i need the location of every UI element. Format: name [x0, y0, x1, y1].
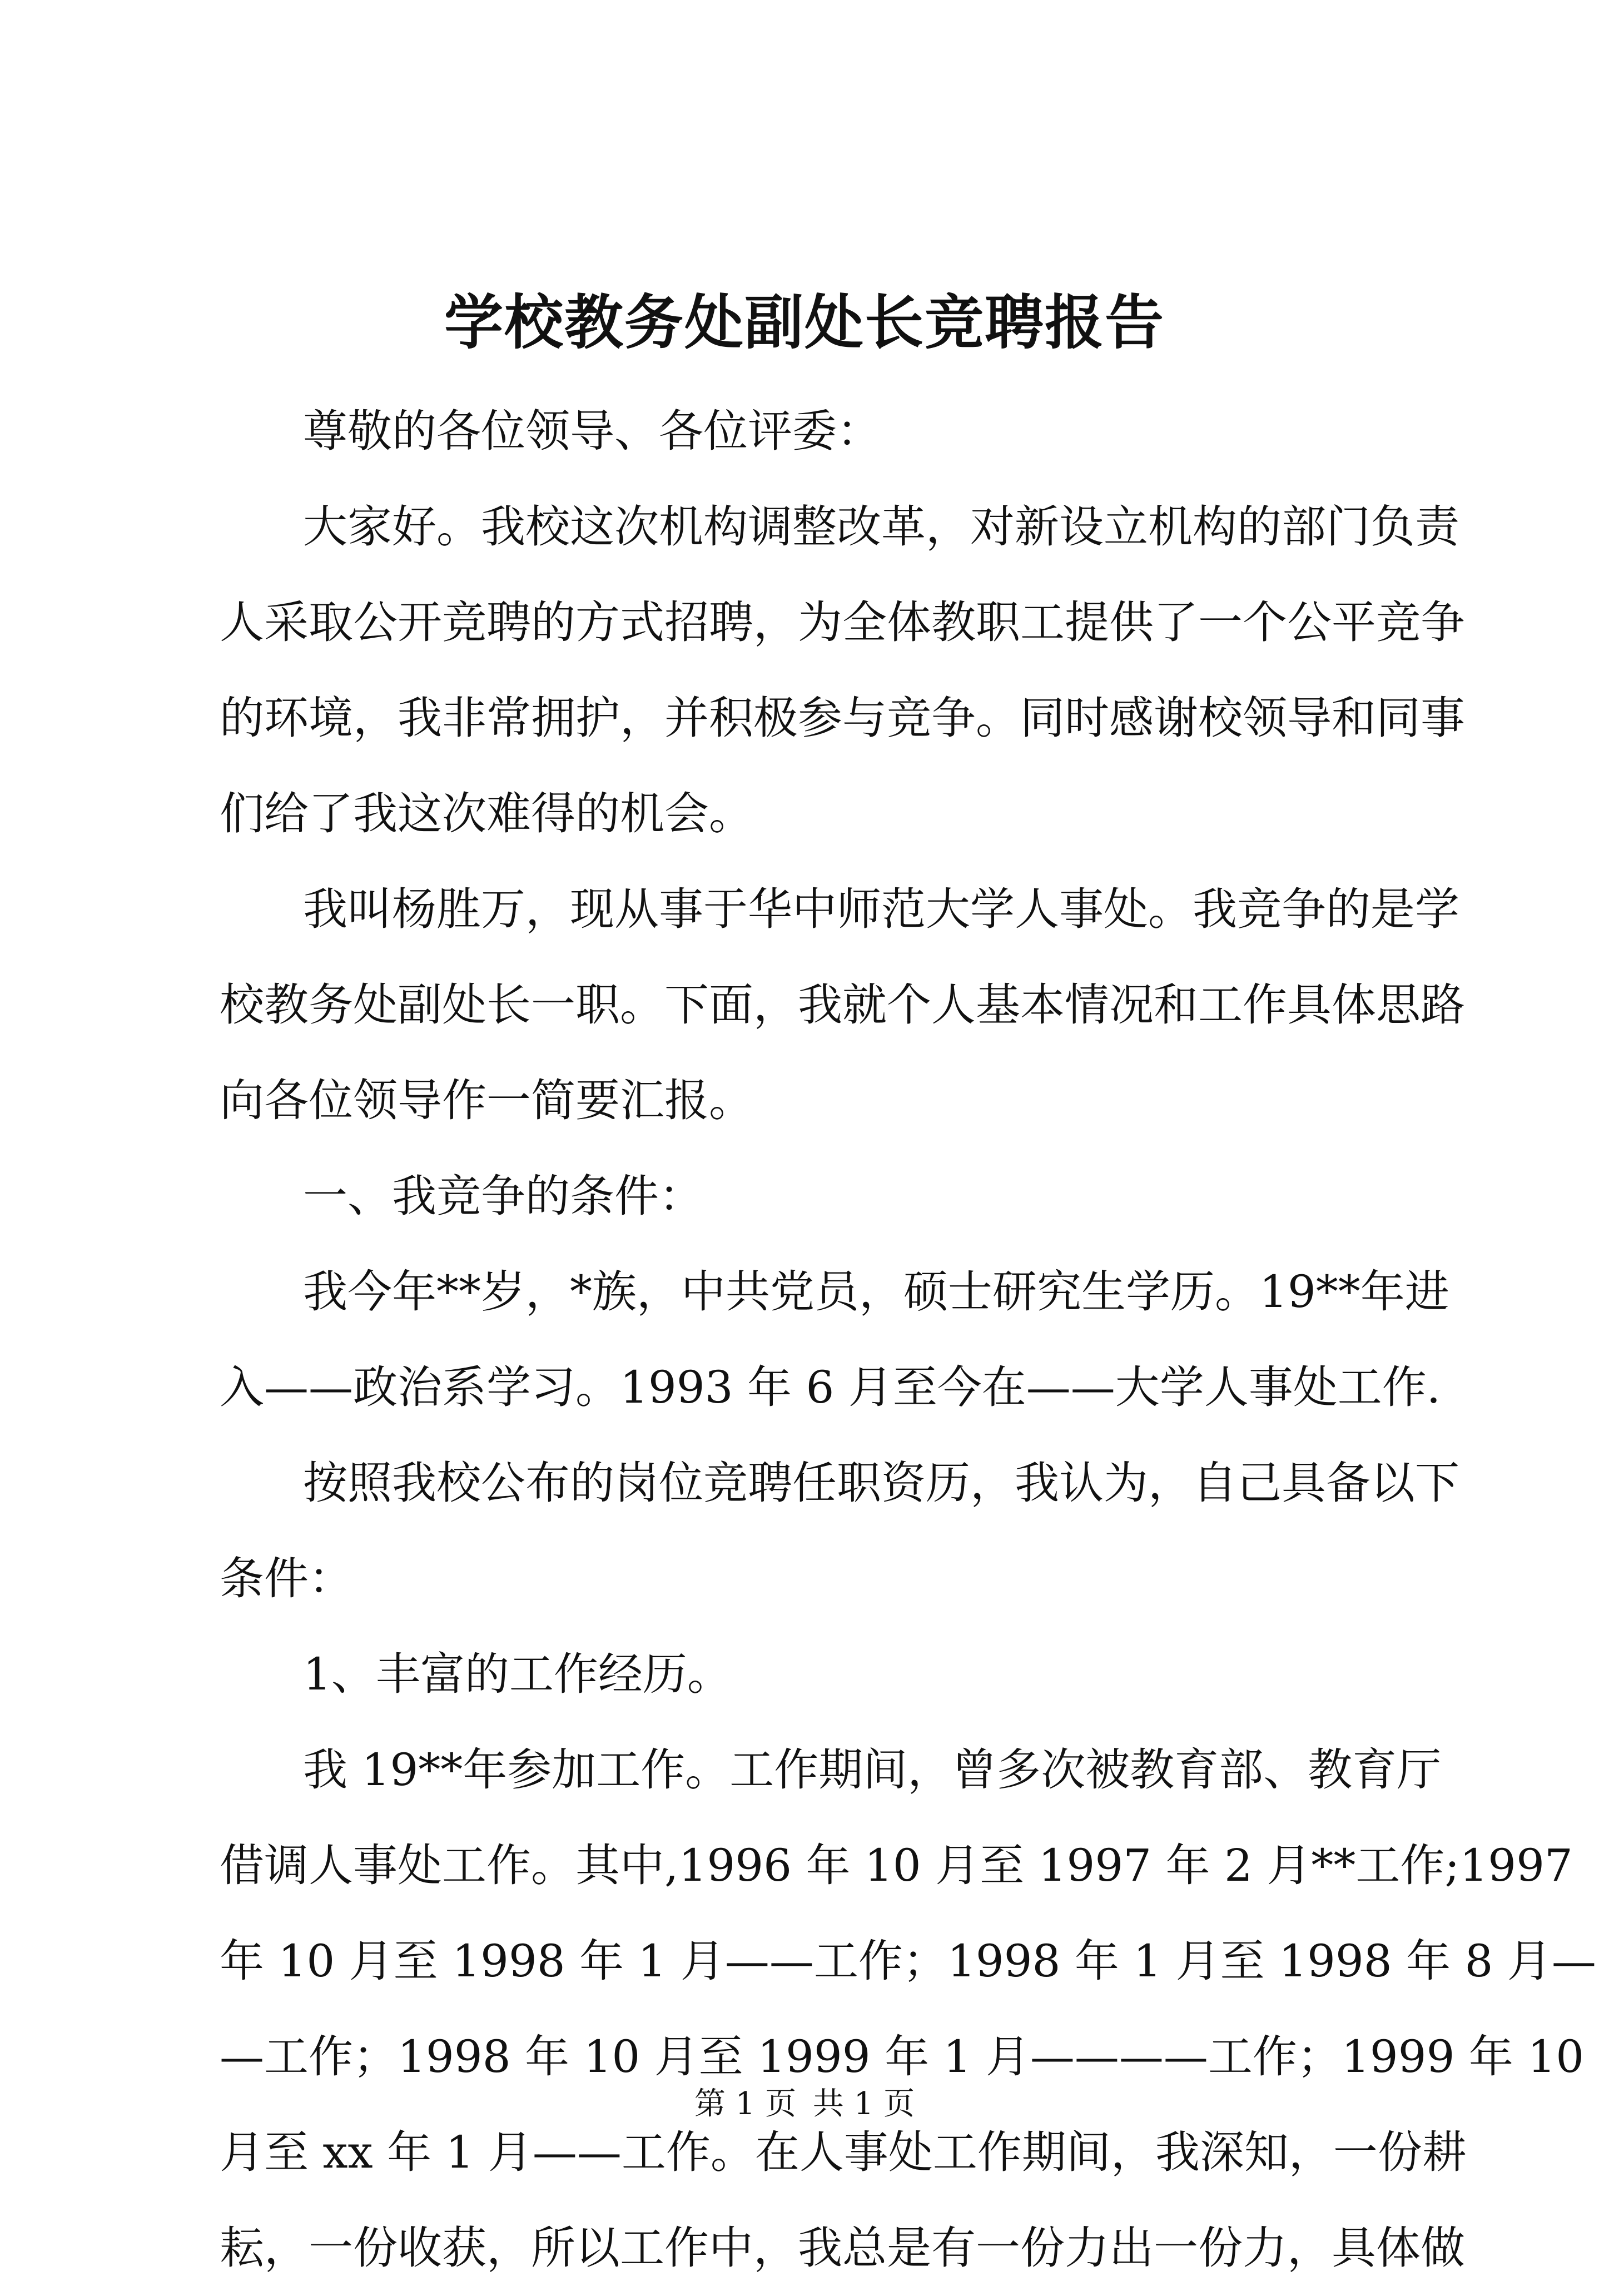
text-line: 校教务处副处长一职。下面，我就个人基本情况和工作具体思路 [220, 979, 1465, 1031]
text-line: 耘，一份收获，所以工作中，我总是有一份力出一份力，具体做 [220, 2222, 1465, 2274]
text-line: 的环境，我非常拥护，并积极参与竞争。同时感谢校领导和同事 [220, 692, 1465, 744]
document-title: 学校教务处副处长竞聘报告 [444, 287, 1165, 357]
text-line: 1、丰富的工作经历。 [303, 1648, 732, 1700]
text-line: 尊敬的各位领导、各位评委： [303, 405, 881, 457]
text-line: —工作；1998 年 10 月至 1999 年 1 月————工作；1999 年 10 [220, 2031, 1585, 2083]
text-line: 向各位领导作一简要汇报。 [220, 1075, 753, 1126]
text-line: 我 19**年参加工作。工作期间，曾多次被教育部、教育厅 [303, 1744, 1442, 1796]
text-line: 条件： [220, 1553, 353, 1604]
text-line: 入——政治系学习。1993 年 6 月至今在——大学人事处工作. [220, 1361, 1441, 1413]
text-line: 按照我校公布的岗位竞聘任职资历，我认为，自己具备以下 [303, 1457, 1459, 1509]
text-line: 人采取公开竞聘的方式招聘，为全体教职工提供了一个公平竞争 [220, 597, 1465, 648]
text-line: 月至 xx 年 1 月——工作。在人事处工作期间，我深知，一份耕 [220, 2126, 1467, 2178]
text-line: 年 10 月至 1998 年 1 月——工作；1998 年 1 月至 1998 年 8 月— [220, 1935, 1596, 1987]
page-footer [0, 2082, 1609, 2126]
text-line: 们给了我这次难得的机会。 [220, 788, 753, 839]
text-line: 我叫杨胜万，现从事于华中师范大学人事处。我竞争的是学 [303, 883, 1459, 935]
text-line: 借调人事处工作。其中,1996 年 10 月至 1997 年 2 月**工作;1997 [220, 1840, 1573, 1891]
text-line: 大家好。我校这次机构调整改革，对新设立机构的部门负责 [303, 501, 1459, 553]
document-body [220, 384, 1596, 2296]
text-line: 我今年**岁，*族，中共党员，硕士研究生学历。19**年进 [303, 1266, 1449, 1318]
text-line: 一、我竞争的条件： [303, 1170, 703, 1222]
page-number: 第 1 页 [694, 2086, 797, 2122]
page-total: 共 1 页 [812, 2086, 915, 2122]
